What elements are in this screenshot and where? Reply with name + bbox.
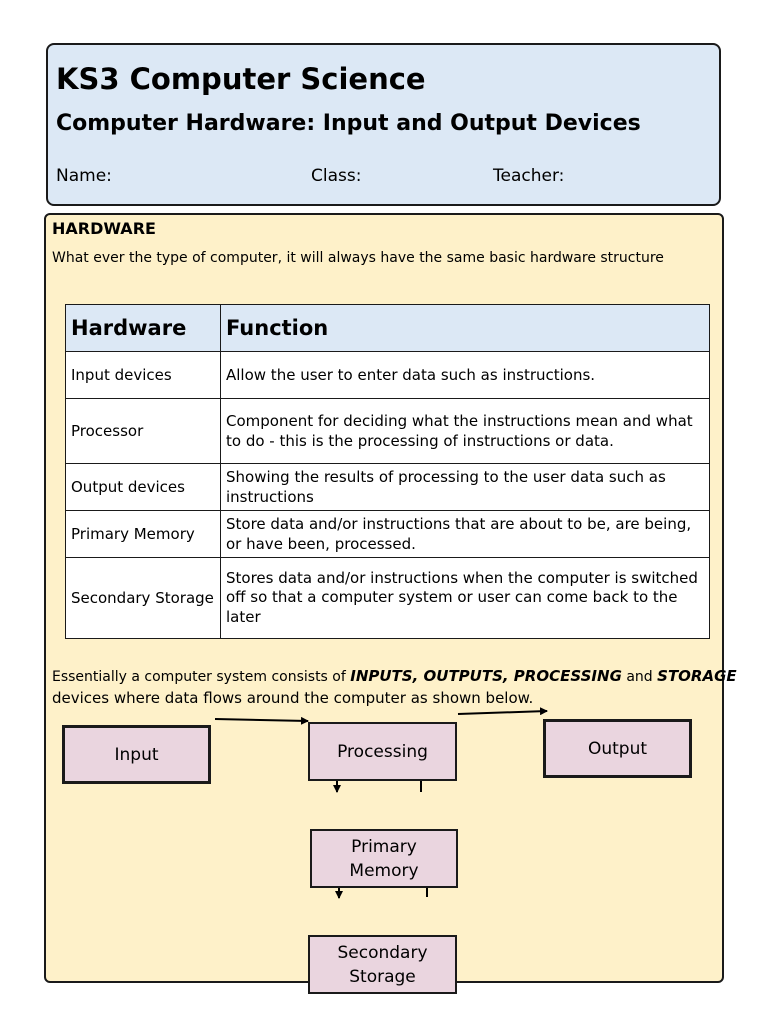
table-row: [66, 464, 710, 511]
page-subtitle: Computer Hardware: Input and Output Devices: [56, 111, 641, 136]
column-header-hardware: Hardware: [66, 305, 221, 352]
summary-line-2: devices where data flows around the computer as shown below.: [52, 689, 534, 707]
secondary-storage-label: Secondary Storage: [337, 942, 428, 987]
table-row: [66, 399, 710, 464]
hardware-cell: Processor: [66, 399, 221, 464]
hardware-cell: Input devices: [66, 352, 221, 399]
primary-memory-box: [310, 829, 458, 888]
column-header-function: Function: [221, 305, 710, 352]
function-cell: [221, 558, 710, 639]
hardware-cell: Primary Memory: [66, 511, 221, 558]
table-row: [66, 352, 710, 399]
header-panel: [46, 43, 721, 206]
function-line: off so that a computer system or user can come back to the later: [226, 587, 678, 626]
input-box: Input: [62, 725, 211, 784]
summary-and: and: [621, 669, 658, 685]
function-line: Stores data and/or instructions when the computer is switched: [226, 568, 698, 587]
primary-memory-label: Primary Memory: [349, 836, 419, 881]
table-row: [66, 558, 710, 639]
table-row: [66, 511, 710, 558]
secondary-storage-box: [308, 935, 457, 994]
intro-text: What ever the type of computer, it will always have the same basic hardware structure: [52, 250, 664, 266]
summary-line-1: [52, 667, 737, 685]
summary-storage: STORAGE: [657, 667, 737, 685]
hardware-cell: Output devices: [66, 464, 221, 511]
summary-inputs: INPUTS, OUTPUTS, PROCESSING: [350, 667, 622, 685]
function-cell: Component for deciding what the instructions mean and what to do - this is the processing of instructions or data.: [221, 399, 710, 464]
function-cell: Store data and/or instructions that are about to be, are being, or have been, processed.: [221, 511, 710, 558]
hardware-table: [65, 304, 710, 639]
hardware-cell: Secondary Storage: [66, 558, 221, 639]
name-label: Name:: [56, 166, 112, 186]
table-header-row: [66, 305, 710, 352]
section-heading: HARDWARE: [52, 219, 156, 238]
processing-box: Processing: [308, 722, 457, 781]
page-title: KS3 Computer Science: [56, 62, 426, 96]
teacher-label: Teacher:: [493, 166, 565, 186]
class-label: Class:: [311, 166, 362, 186]
function-cell: Showing the results of processing to the user data such as instructions: [221, 464, 710, 511]
output-box: Output: [543, 719, 692, 778]
function-cell: Allow the user to enter data such as instructions.: [221, 352, 710, 399]
summary-pre: Essentially a computer system consists of: [52, 669, 351, 685]
